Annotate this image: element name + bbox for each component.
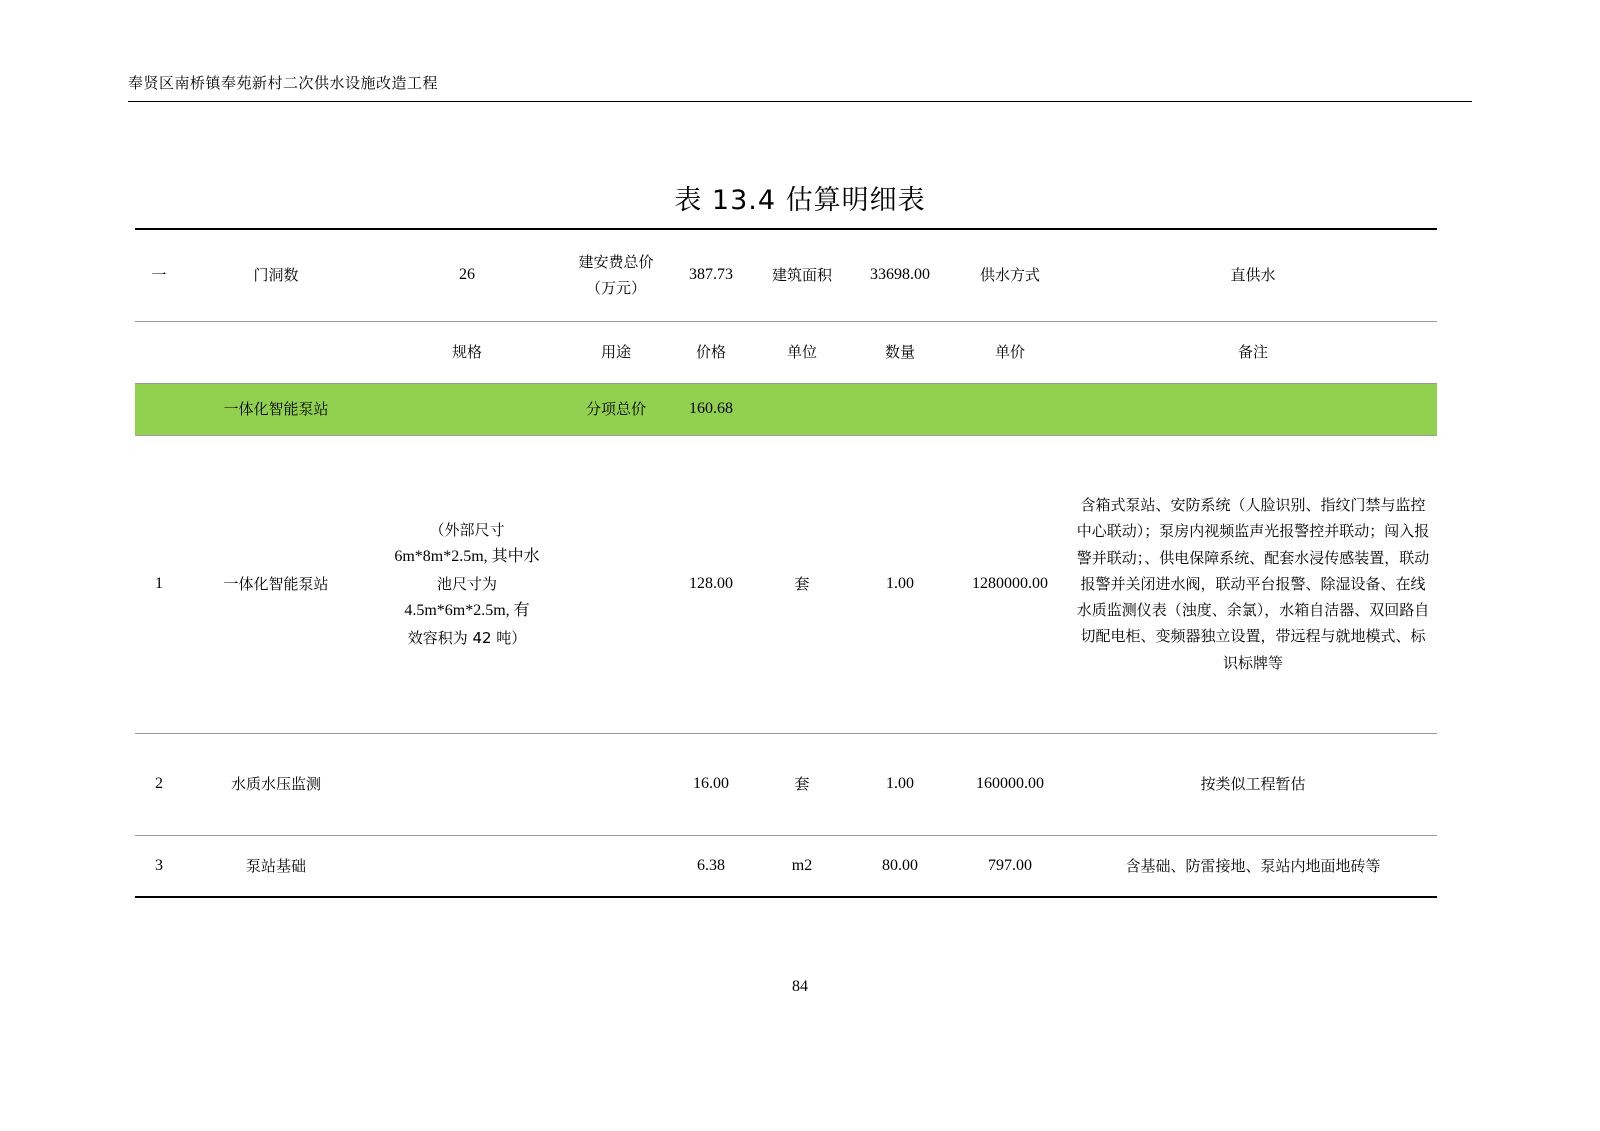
table-row-group: [135, 383, 1437, 435]
estimate-table: [135, 228, 1437, 898]
summary-area-value: 33698.00: [849, 229, 951, 321]
header-name: [183, 321, 369, 383]
group-qty: [849, 383, 951, 435]
spec-line: 效容积为 42 吨）: [407, 629, 527, 648]
group-use: 分项总价: [565, 383, 667, 435]
row-qty: 1.00: [849, 435, 951, 733]
spec-line: （外部尺寸: [429, 520, 505, 539]
group-unit: [755, 383, 849, 435]
header-unit-price: 单价: [951, 321, 1069, 383]
header-divider: [128, 101, 1472, 102]
estimate-table-container: [135, 228, 1437, 898]
page-number: 84: [792, 978, 808, 995]
row-unit-price: 1280000.00: [951, 435, 1069, 733]
row-note: 含基础、防雷接地、泵站内地面地砖等: [1069, 835, 1437, 897]
page-header: [128, 72, 1472, 102]
row-spec: [369, 435, 565, 733]
row-index: 3: [135, 835, 183, 897]
group-note: [1069, 383, 1437, 435]
row-index: 2: [135, 733, 183, 835]
row-note: 含箱式泵站、安防系统（人脸识别、指纹门禁与监控中心联动）；泵房内视频监声光报警控并联动；闯入报警并联动；、供电保障系统、配套水浸传感装置，联动报警并关闭进水阀，联动平台报警、除湿设备、在线水质监测仪表（浊度、余氯），水箱自洁器、双回路自切配电柜、变频器独立设置，带远程与就地模式、标识标牌等: [1069, 435, 1437, 733]
row-unit: 套: [755, 733, 849, 835]
table-row: [135, 733, 1437, 835]
row-price: 6.38: [667, 835, 755, 897]
table-row: [135, 435, 1437, 733]
row-unit-price: 160000.00: [951, 733, 1069, 835]
header-price: 价格: [667, 321, 755, 383]
group-index: [135, 383, 183, 435]
header-unit: 单位: [755, 321, 849, 383]
summary-label: 门洞数: [183, 229, 369, 321]
row-qty: 80.00: [849, 835, 951, 897]
group-unit-price: [951, 383, 1069, 435]
row-note: 按类似工程暂估: [1069, 733, 1437, 835]
spec-line: 6m*8m*2.5m, 其中水: [394, 547, 540, 565]
row-qty: 1.00: [849, 733, 951, 835]
running-head: 奉贤区南桥镇奉苑新村二次供水设施改造工程: [128, 74, 439, 92]
row-use: [565, 835, 667, 897]
row-spec: [369, 835, 565, 897]
row-unit: 套: [755, 435, 849, 733]
row-index: 1: [135, 435, 183, 733]
row-use: [565, 435, 667, 733]
table-row-summary: [135, 229, 1437, 321]
summary-cost-value: 387.73: [667, 229, 755, 321]
group-name: 一体化智能泵站: [183, 383, 369, 435]
group-spec: [369, 383, 565, 435]
spec-line: 池尺寸为: [436, 574, 497, 593]
summary-supply-value: 直供水: [1069, 229, 1437, 321]
table-row-headers: [135, 321, 1437, 383]
summary-index: 一: [135, 229, 183, 321]
row-name: 一体化智能泵站: [183, 435, 369, 733]
row-use: [565, 733, 667, 835]
row-price: 16.00: [667, 733, 755, 835]
header-use: 用途: [565, 321, 667, 383]
header-index: [135, 321, 183, 383]
spec-line: 4.5m*6m*2.5m, 有: [404, 602, 530, 620]
row-spec: [369, 733, 565, 835]
row-unit: m2: [755, 835, 849, 897]
summary-cost-label: 建安费总价（万元）: [565, 229, 667, 321]
row-price: 128.00: [667, 435, 755, 733]
row-name: 泵站基础: [183, 835, 369, 897]
header-qty: 数量: [849, 321, 951, 383]
page-title: 表 13.4 估算明细表: [674, 185, 926, 216]
table-row: [135, 835, 1437, 897]
summary-value: 26: [369, 229, 565, 321]
row-name: 水质水压监测: [183, 733, 369, 835]
row-unit-price: 797.00: [951, 835, 1069, 897]
summary-area-label: 建筑面积: [755, 229, 849, 321]
header-note: 备注: [1069, 321, 1437, 383]
summary-supply-label: 供水方式: [951, 229, 1069, 321]
group-price: 160.68: [667, 383, 755, 435]
header-spec: 规格: [369, 321, 565, 383]
